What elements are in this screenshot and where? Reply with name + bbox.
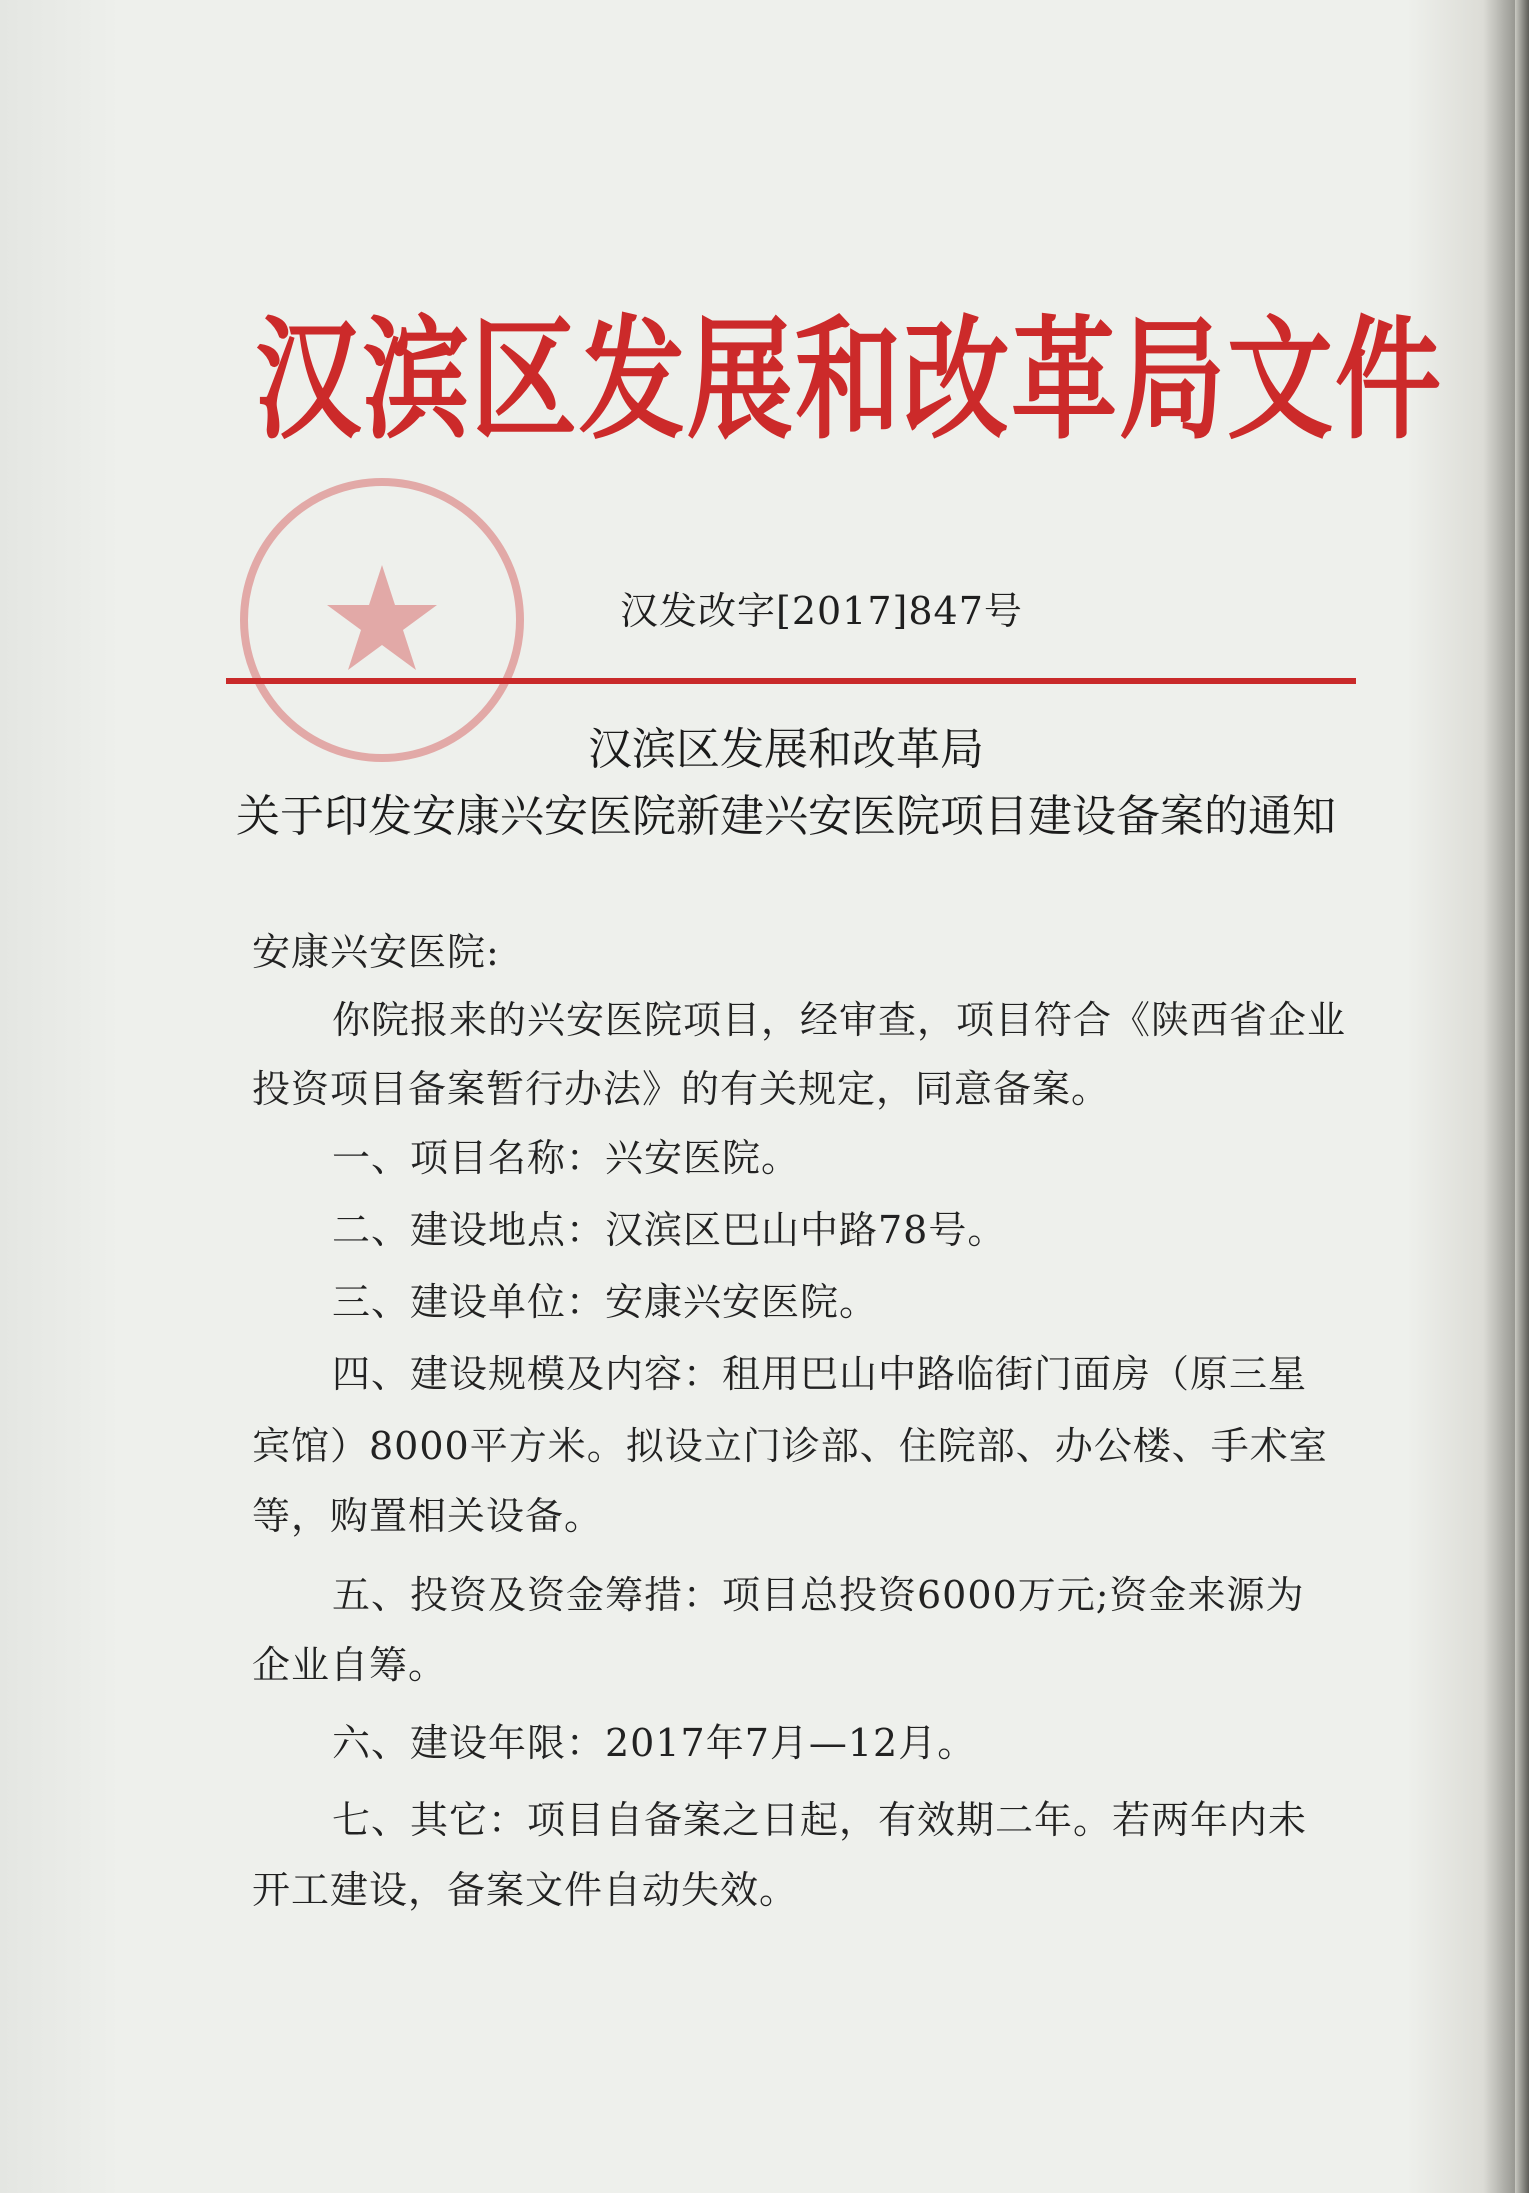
item-location: 二、建设地点：汉滨区巴山中路78号。	[332, 1208, 1007, 1252]
intro-line2: 投资项目备案暂行办法》的有关规定，同意备案。	[252, 1067, 1111, 1111]
notice-title-line2: 关于印发安康兴安医院新建兴安医院项目建设备案的通知	[236, 791, 1336, 842]
page-edge	[1515, 0, 1529, 2193]
item-scale-line1: 四、建设规模及内容：租用巴山中路临街门面房（原三星	[332, 1352, 1308, 1396]
item-scale-line2: 宾馆）8000平方米。拟设立门诊部、住院部、办公楼、手术室	[252, 1424, 1328, 1468]
document-number: 汉发改字[2017]847号	[620, 589, 1023, 633]
item-period: 六、建设年限：2017年7月—12月。	[332, 1721, 977, 1765]
header-title: 汉滨区发展和改革局文件	[255, 301, 1443, 458]
notice-title-line1: 汉滨区发展和改革局	[588, 724, 984, 775]
item-other-line2: 开工建设，备案文件自动失效。	[252, 1868, 799, 1912]
item-investment-line1: 五、投资及资金筹措：项目总投资6000万元;资金来源为	[332, 1573, 1305, 1617]
item-project-name: 一、项目名称：兴安医院。	[332, 1136, 801, 1180]
item-investment-line2: 企业自筹。	[252, 1643, 448, 1687]
intro-line1: 你院报来的兴安医院项目，经审查，项目符合《陕西省企业	[332, 998, 1347, 1042]
item-builder: 三、建设单位：安康兴安医院。	[332, 1280, 879, 1324]
item-scale-line3: 等，购置相关设备。	[252, 1494, 604, 1538]
red-divider	[226, 678, 1356, 684]
salutation: 安康兴安医院:	[252, 930, 500, 974]
item-other-line1: 七、其它：项目自备案之日起，有效期二年。若两年内未	[332, 1798, 1308, 1842]
